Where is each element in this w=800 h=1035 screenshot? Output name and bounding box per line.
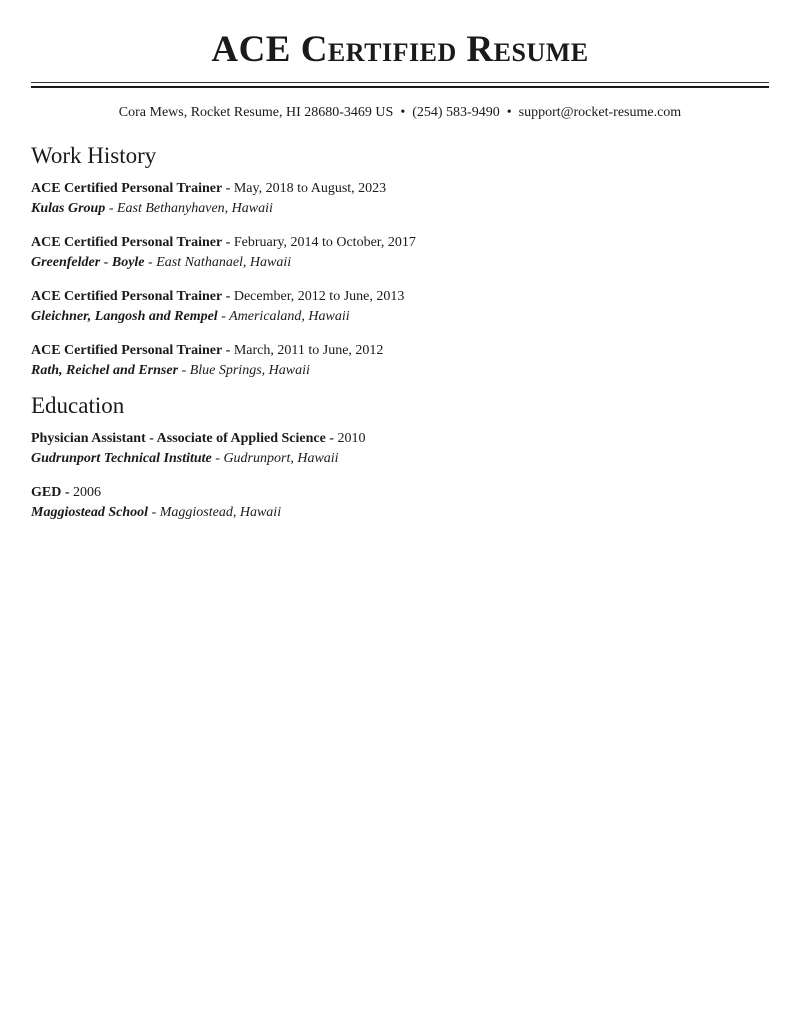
entry-dates: 2006 [73,485,102,500]
entry-organization: Gleichner, Langosh and Rempel [31,309,218,324]
work-entry: ACE Certified Personal Trainer - December, 2012 to June, 2013 Gleichner, Langosh and Rempel - Americaland, Hawaii [31,289,405,324]
entry-title: Physician Assistant - Associate of Applied Science [31,431,326,446]
entry-dates: December, 2012 to June, 2013 [233,289,405,304]
entry-location: Americaland, Hawaii [229,309,350,324]
phone: (254) 583-9490 [412,105,500,120]
work-history-heading: Work History [31,143,157,168]
resume-title: ACE Certified Resume [211,29,589,70]
work-entry: ACE Certified Personal Trainer - March, 2011 to June, 2012 Rath, Reichel and Ernser - Blue Springs, Hawaii [31,343,384,378]
entry-title: ACE Certified Personal Trainer [31,181,223,196]
entry-organization: Greenfelder - Boyle [31,255,145,270]
education-heading: Education [31,393,125,418]
entry-dates: 2010 [337,431,366,446]
entry-organization: Kulas Group [31,201,106,216]
entry-location: East Bethanyhaven, Hawaii [116,201,273,216]
entry-location: Gudrunport, Hawaii [223,451,339,466]
entry-title: ACE Certified Personal Trainer [31,343,223,358]
divider [31,86,769,88]
work-entry: ACE Certified Personal Trainer - February, 2014 to October, 2017 Greenfelder - Boyle - East Nathanael, Hawaii [31,235,416,270]
address: Cora Mews, Rocket Resume, HI 28680-3469 US [118,105,394,120]
entry-dates: February, 2014 to October, 2017 [233,235,416,250]
entry-title: ACE Certified Personal Trainer [31,289,223,304]
entry-location: Blue Springs, Hawaii [189,363,310,378]
entry-title: GED [31,485,62,500]
entry-dates: March, 2011 to June, 2012 [233,343,384,358]
entry-organization: Rath, Reichel and Ernser [31,363,179,378]
education-entry: Physician Assistant - Associate of Applied Science - 2010 Gudrunport Technical Institute - Gudrunport, Hawaii [31,431,366,466]
separator: • [400,105,406,120]
entry-location: Maggiostead, Hawaii [159,505,282,520]
entry-dates: May, 2018 to August, 2023 [233,181,387,196]
work-entry: ACE Certified Personal Trainer - May, 2018 to August, 2023 Kulas Group - East Bethanyhaven, Hawaii [31,181,387,216]
entry-organization: Maggiostead School [31,505,149,520]
contact-line [0,105,800,121]
entry-organization: Gudrunport Technical Institute [31,451,212,466]
separator: • [506,105,512,120]
divider [31,82,769,83]
education-entry: GED - 2006 Maggiostead School - Maggiostead, Hawaii [31,485,282,520]
entry-location: East Nathanael, Hawaii [156,255,292,270]
entry-title: ACE Certified Personal Trainer [31,235,223,250]
email: support@rocket-resume.com [518,105,682,120]
